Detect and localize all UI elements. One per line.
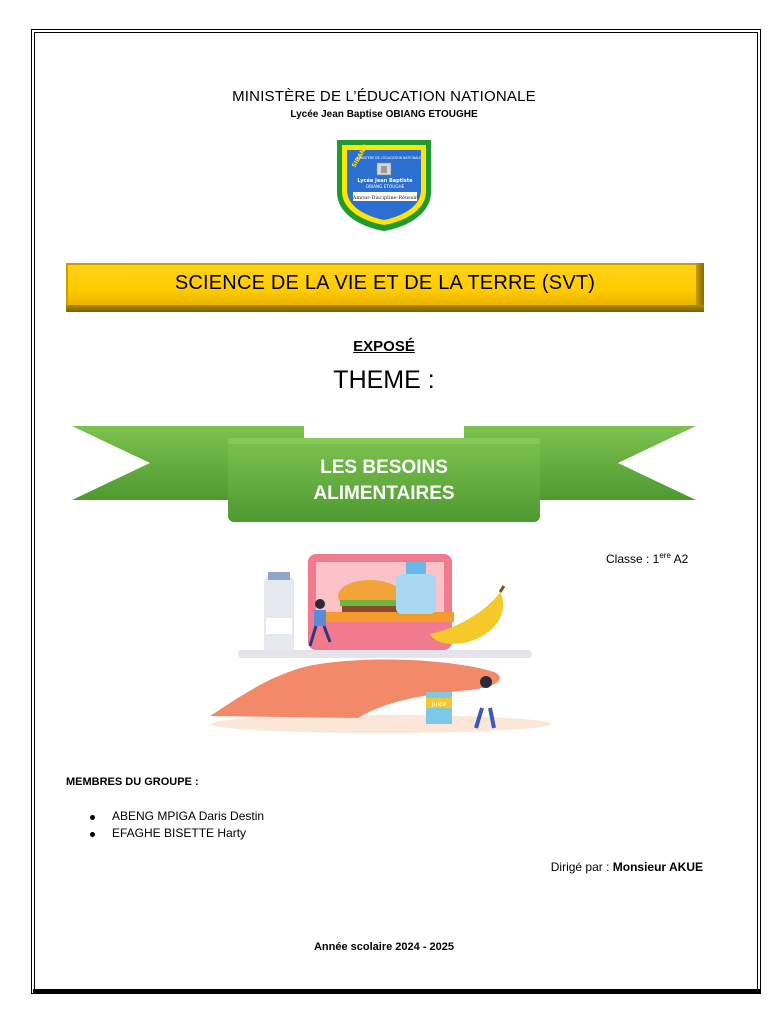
logo-motto: Amour-Discipline-Réussir [352, 195, 418, 201]
tray [238, 650, 532, 658]
list-item [90, 826, 264, 843]
person-left [315, 599, 325, 609]
school-logo [333, 136, 435, 232]
school-year: Année scolaire 2024 - 2025 [313, 941, 455, 953]
subject-title: SCIENCE DE LA VIE ET DE LA TERRE (SVT) [174, 272, 596, 294]
subject-banner [66, 263, 704, 312]
class-suffix: A2 [670, 552, 689, 566]
theme-title-line2: ALIMENTAIRES [313, 483, 455, 504]
ministry-title: MINISTÈRE DE L’ÉDUCATION NATIONALE [232, 88, 536, 105]
class-sup: ere [659, 551, 671, 560]
members-title: MEMBRES DU GROUPE : [66, 776, 199, 788]
director-line [520, 860, 703, 874]
water-bottle [396, 574, 436, 614]
hand [210, 659, 500, 718]
bullet-icon [90, 832, 95, 837]
logo-name-line1: Lycée Jean Baptiste [357, 178, 413, 184]
logo-arc-text: SIBANG [350, 143, 370, 169]
bullet-icon [90, 815, 95, 820]
theme-title [236, 455, 532, 507]
class-prefix: Classe : 1 [606, 552, 660, 566]
theme-title-line1: LES BESOINS [320, 457, 448, 478]
list-item [90, 809, 264, 826]
expose-label: EXPOSÉ [353, 338, 415, 355]
director-name: Monsieur AKUE [612, 860, 703, 874]
logo-ring-text: MINISTERE DE L'EDUCATION NATIONALE [356, 156, 422, 160]
juice-label: Juice [431, 701, 447, 708]
director-label: Dirigé par : [550, 860, 613, 874]
food-tray-illustration [208, 548, 554, 736]
page-border-bottom [33, 989, 761, 993]
person-right [480, 676, 492, 688]
logo-name-line2: OBIANG ETOUGHE [365, 184, 405, 189]
member-name: ABENG MPIGA Daris Destin [112, 809, 265, 823]
theme-label: THEME : [333, 366, 435, 394]
school-name: Lycée Jean Baptise OBIANG ETOUGHE [290, 109, 478, 120]
milk-bottle [264, 576, 294, 654]
class-info [606, 551, 688, 566]
member-name: EFAGHE BISETTE Harty [112, 826, 247, 840]
members-list [90, 809, 264, 843]
